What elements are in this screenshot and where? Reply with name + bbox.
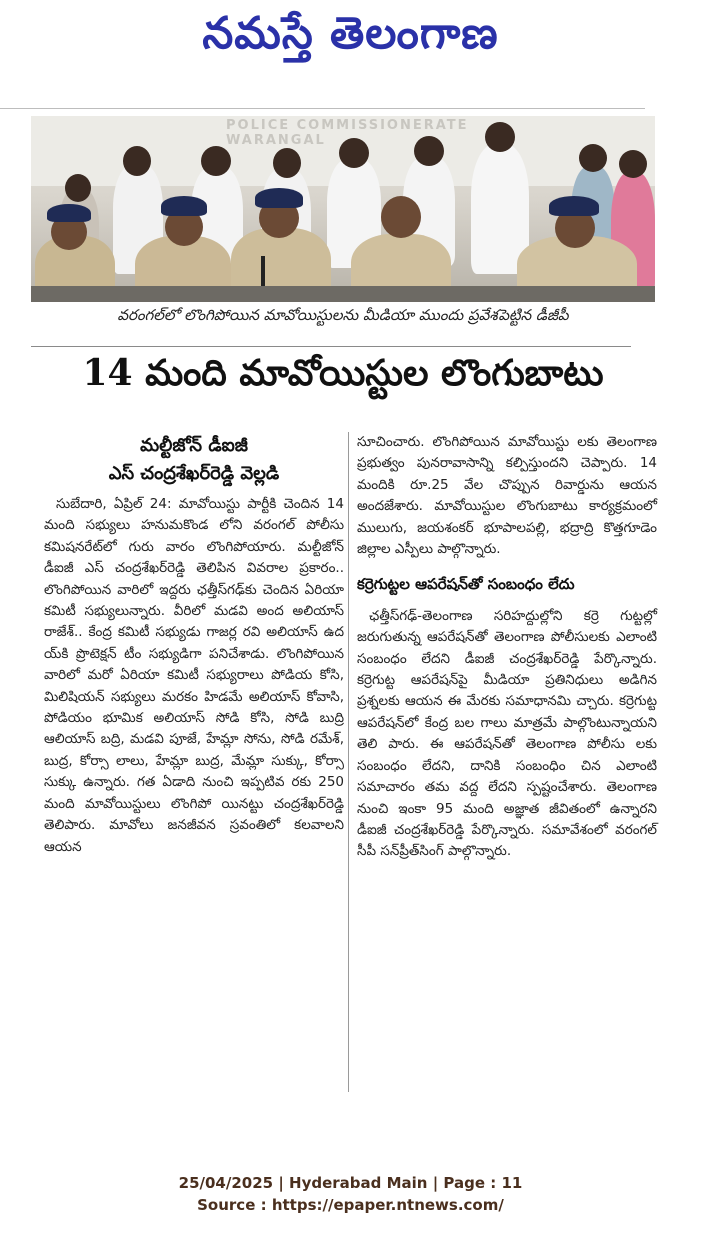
article-paragraph: సూచించారు. లొంగిపోయిన మావోయిస్టు లకు తెలంగాణ ప్రభుత్వం పునరావాసాన్ని కల్పిస్తుందని చెప్పారు. 14 మందికి రూ.25 వేల చొప్పున రివార్డును ఆయన అందజేశారు. మావోయిస్టుల లొంగుబాటు కార్యక్రమంలో ములుగు, జయశంకర్ భూపాలపల్లి, భద్రాద్రి కొత్తగూడెం జిల్లాల ఎస్పీలు పాల్గొన్నారు. xyxy=(357,434,657,558)
photo-table xyxy=(31,286,655,302)
photo-officer-head xyxy=(381,196,421,238)
photo-caption: వరంగల్‌లో లొంగిపోయిన మావోయిస్టులను మీడియా ముందు ప్రవేశపెట్టిన డీజీపీ xyxy=(117,306,569,324)
photo-person-head xyxy=(273,148,301,178)
photo-person-head xyxy=(414,136,444,166)
column-divider xyxy=(348,432,349,1092)
footer-date-edition: 25/04/2025 | Hyderabad Main | Page : 11 xyxy=(178,1174,523,1192)
article-right-column xyxy=(357,432,657,863)
photo-person-head xyxy=(619,150,647,178)
subheadline xyxy=(44,432,344,488)
photo-person-head xyxy=(123,146,151,176)
photo-microphone xyxy=(261,256,265,286)
article-paragraph: ఛత్తీస్‌గఢ్-తెలంగాణ సరిహద్దుల్లోని కర్రె గుట్టల్లో జరుగుతున్న ఆపరేషన్‌తో తెలంగాణ పోలీసులకు ఎలాంటి సంబంధం లేదని డీఐజీ చంద్రశేఖర్‌రెడ్డి పేర్కొన్నారు. కర్రెగుట్ట ఆపరేషన్‌పై మీడియా ప్రతినిధులు అడిగిన ప్రశ్నలకు ఆయన ఈ మేరకు సమాధానమి చ్చారు. కర్రెగుట్ట ఆపరేషన్‌లో కేంద్ర బల గాలు మాత్రమే పాల్గొంటున్నాయని తెలి పారు. ఈ ఆపరేషన్‌తో తెలంగాణ పోలీసు లకు సంబంధం లేదని, దానికి సంబంధిం చిన ఎలాంటి సమాచారం తమ వద్ద లేదని స్పష్టంచేశారు. తెలంగాణ నుంచి ఇంకా 95 మంది అజ్ఞాత జీవితంలో ఉన్నారని డీఐజీ చంద్రశేఖర్‌రెడ్డి పేర్కొన్నారు. సమావేశంలో వరంగల్ సీపీ సన్‌ప్రీత్‌సింగ్ పాల్గొన్నారు. xyxy=(357,607,657,860)
photo-person-head xyxy=(65,174,91,202)
section-subheading: కర్రెగుట్టల ఆపరేషన్‌తో సంబంధం లేదు xyxy=(357,575,575,594)
photo-person-head xyxy=(339,138,369,168)
article-paragraph: సుబేదారి, ఏప్రిల్ 24: మావోయిస్టు పార్టీకి చెందిన 14 మంది సభ్యులు హనుమకొండ లోని వరంగల్ పోలీసు కమిషనరేట్‌లో గురు వారం లొంగిపోయారు. మల్టీజోన్ డీఐజీ ఎస్ చంద్రశేఖర్‌రెడ్డి తెలిపిన వివరాల ప్రకారం.. లొంగిపోయిన వారిలో ఇద్దరు ఛత్తీస్‌గఢ్‌కు చెందిన ఏరియా కమిటీ సభ్యులున్నారు. వీరిలో మడవి అంద అలియాస్ రాజేశ్.. కేంద్ర కమిటీ సభ్యుడు గాజర్ల రవి అలియాస్ ఉద య్‌కి ప్రొటెక్షన్ టీం సభ్యుడిగా పనిచేశాడు. లొంగిపోయిన వారిలో మరో ఏరియా కమిటీ సభ్యురాలు పోడియ కోసి, మిలిషియన్ సభ్యులు మరకం హిడమే అలియాస్ కోవాసి, పోడియం భూమిక అలియాస్ సోడి కోసి, సోడి బుద్రి ఆలియాస్ బద్రి, మడవి పూజే, హేమ్లా సోను, సోడి రమేశ్, బుద్ర, కోర్సా లాలు, హేమ్లా బుద్ర, మేమ్లా సుక్కు, కోర్సా సుక్కు ఉన్నారు. గత ఏడాది నుంచి ఇప్పటివ రకు 250 మంది మావోయిస్టులు లొంగిపో యినట్టు చంద్రశేఖర్‌రెడ్డి తెలిపారు. మావోలు జనజీవన స్రవంతిలో కలవాలని ఆయన xyxy=(44,496,344,855)
photo-officer-cap xyxy=(47,204,91,222)
photo-person-head xyxy=(579,144,607,172)
photo-wall-sign: POLICE COMMISSIONERATE WARANGAL xyxy=(226,118,469,148)
photo-officer-cap xyxy=(549,196,599,216)
footer-source: Source : https://epaper.ntnews.com/ xyxy=(197,1196,504,1214)
subheadline-line2: ఎస్ చంద్రశేఖర్‌రెడ్డి వెల్లడి xyxy=(108,463,280,484)
photo-officer-cap xyxy=(161,196,207,216)
newspaper-logo: నమస్తే తెలంగాణ xyxy=(202,8,499,59)
masthead-divider xyxy=(0,108,645,109)
headline: 14 మంది మావోయిస్టుల లొంగుబాటు xyxy=(82,352,604,394)
photo-person-head xyxy=(485,122,515,152)
masthead xyxy=(0,0,701,78)
page-footer xyxy=(0,1172,701,1216)
photo-officer-cap xyxy=(255,188,303,208)
article-left-column xyxy=(44,432,344,858)
caption-divider xyxy=(31,346,631,347)
news-photo xyxy=(31,116,655,302)
photo-person-head xyxy=(201,146,231,176)
subheadline-line1: మల్టీజోన్ డీఐజీ xyxy=(140,435,248,456)
